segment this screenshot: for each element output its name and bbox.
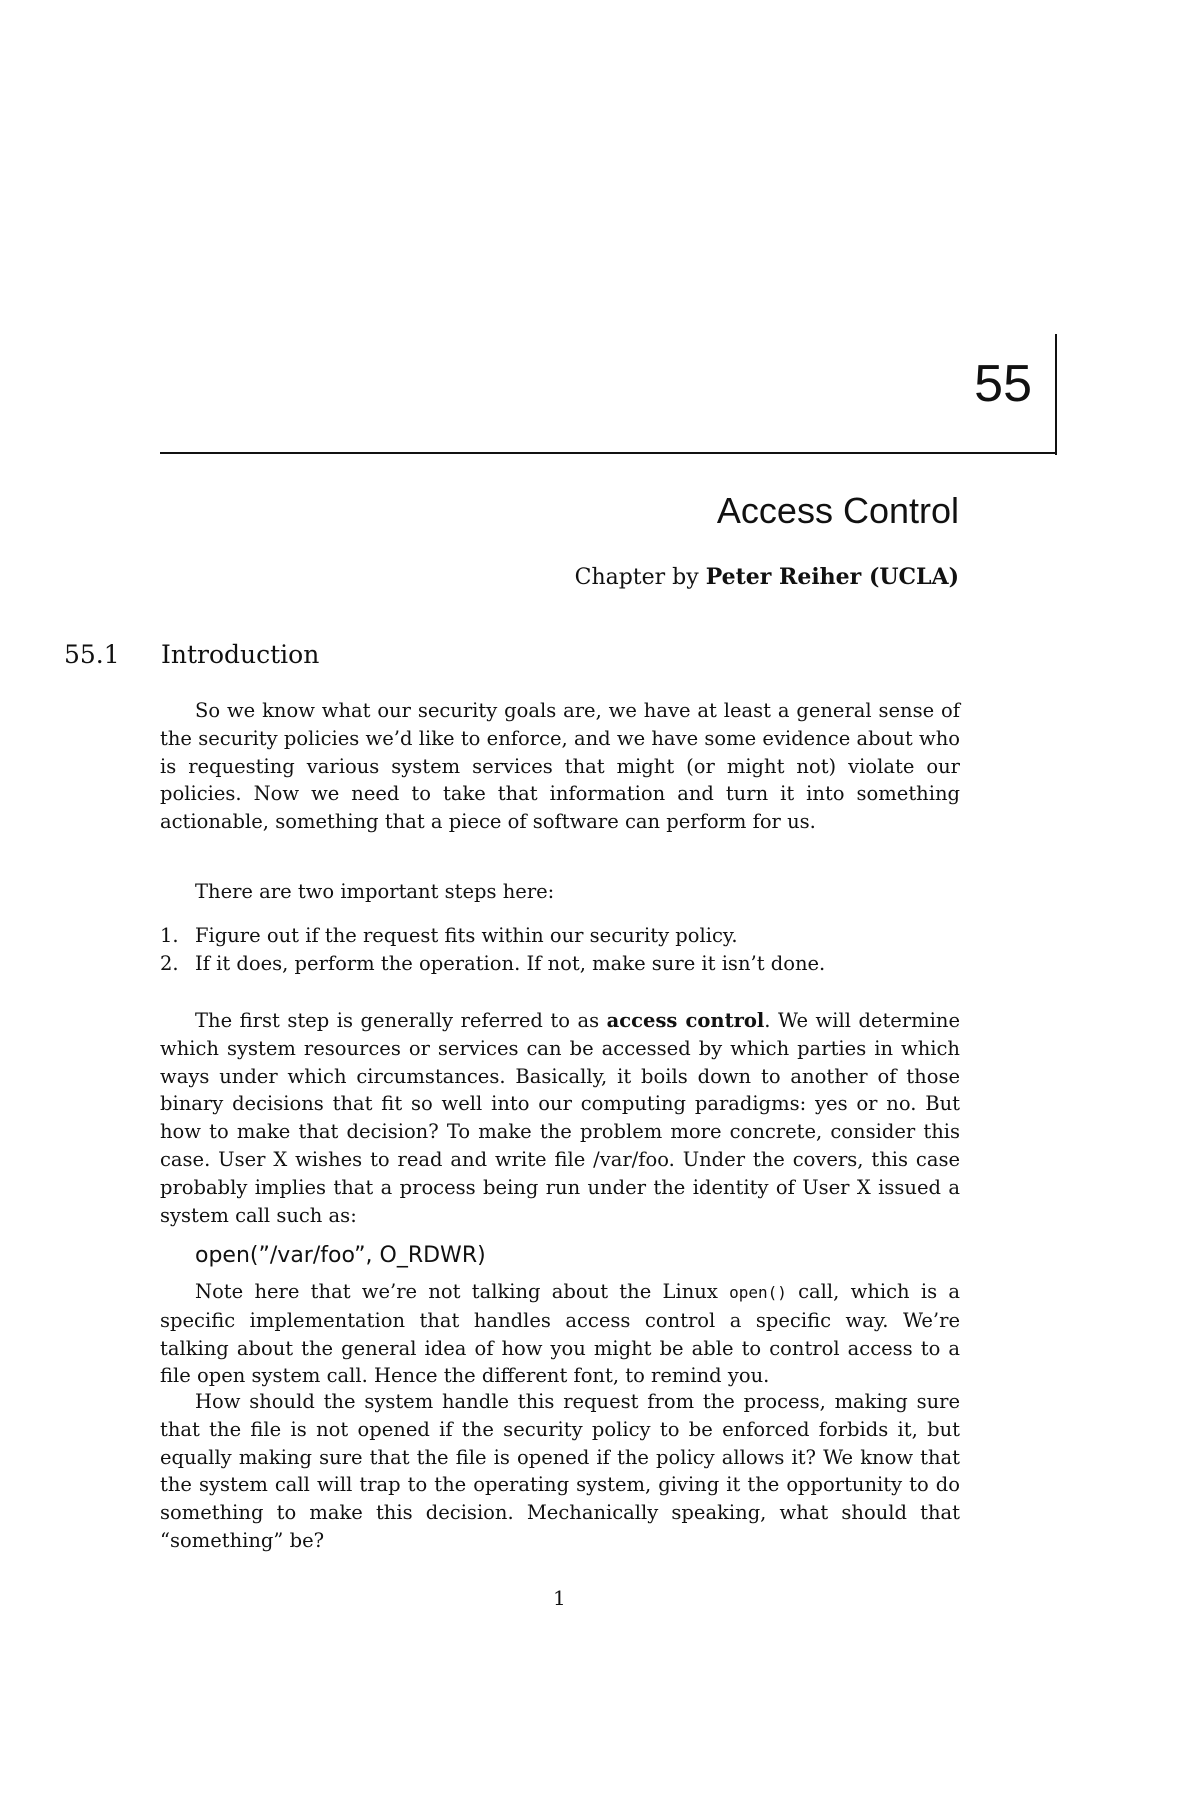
code-example: open(”/var/foo”, O_RDWR) xyxy=(195,1243,486,1268)
intro-paragraph: So we know what our security goals are, we have at least a general sense of the security policies we’d like to enforce, and we have some evidence about who is requesting various system services that might (or might not) violate our policies. Now we need to take that information and turn it into something actionable, something that a piece of software can perform for us. xyxy=(160,699,960,834)
note-inline-code: open() xyxy=(729,1283,787,1302)
steps-intro-paragraph: There are two important steps here: xyxy=(195,880,555,903)
byline-prefix: Chapter by xyxy=(574,565,706,590)
chapter-number: 55 xyxy=(974,355,1032,413)
list-item xyxy=(160,922,960,950)
list-item xyxy=(160,950,960,978)
access-control-text-after: . We will determine which system resources or services can be accessed by which parties in which ways under which circumstances. Basically, it boils down to another of those binary decisions that fit so well into our computing paradigms: yes or no. But how to make that decision? To make the problem more concrete, consider this case. User X wishes to read and write file /var/foo. Under the covers, this case probably implies that a process being run under the identity of User X issued a system call such as: xyxy=(160,1009,960,1227)
list-item-number: 2. xyxy=(160,951,179,975)
steps-list xyxy=(160,922,960,978)
note-paragraph xyxy=(160,1278,960,1390)
access-control-paragraph-block xyxy=(160,1007,960,1229)
note-paragraph-block xyxy=(160,1278,960,1390)
closing-paragraph: How should the system handle this request from the process, making sure that the file is not opened if the security policy to be enforced forbids it, but equally making sure that the file is opened if the policy allows it? We know that the system call will trap to the operating system, giving it the opportunity to do something to make this decision. Mechanically speaking, what should that “something” be? xyxy=(160,1390,960,1552)
chapter-box-horizontal-rule xyxy=(160,452,1057,454)
section-title: Introduction xyxy=(161,640,320,669)
access-control-paragraph xyxy=(160,1007,960,1229)
note-text-after: call, which is a specific implementation that handles access control a specific way. We’re talking about the general idea of how you might be able to control access to a file open system call. Hence the different font, to remind you. xyxy=(160,1280,960,1388)
section-number: 55.1 xyxy=(64,640,120,669)
intro-paragraph-block xyxy=(160,697,960,836)
byline-author: Peter Reiher xyxy=(705,564,862,590)
list-item-number: 1. xyxy=(160,924,179,947)
list-item-text: If it does, perform the operation. If not, make sure it isn’t done. xyxy=(195,951,826,975)
access-control-term: access control xyxy=(606,1009,765,1032)
page-number: 1 xyxy=(553,1586,566,1610)
byline-affiliation: (UCLA) xyxy=(861,564,959,590)
steps-intro-block xyxy=(160,878,960,906)
closing-paragraph-block xyxy=(160,1388,960,1555)
access-control-text-before: The first step is generally referred to as xyxy=(195,1009,607,1032)
list-item-text: Figure out if the request fits within our security policy. xyxy=(195,924,738,947)
section-heading xyxy=(64,642,319,667)
chapter-byline xyxy=(575,566,959,589)
chapter-title: Access Control xyxy=(716,490,959,531)
note-text-before: Note here that we’re not talking about the Linux xyxy=(195,1280,730,1303)
chapter-box-vertical-rule xyxy=(1055,334,1057,455)
